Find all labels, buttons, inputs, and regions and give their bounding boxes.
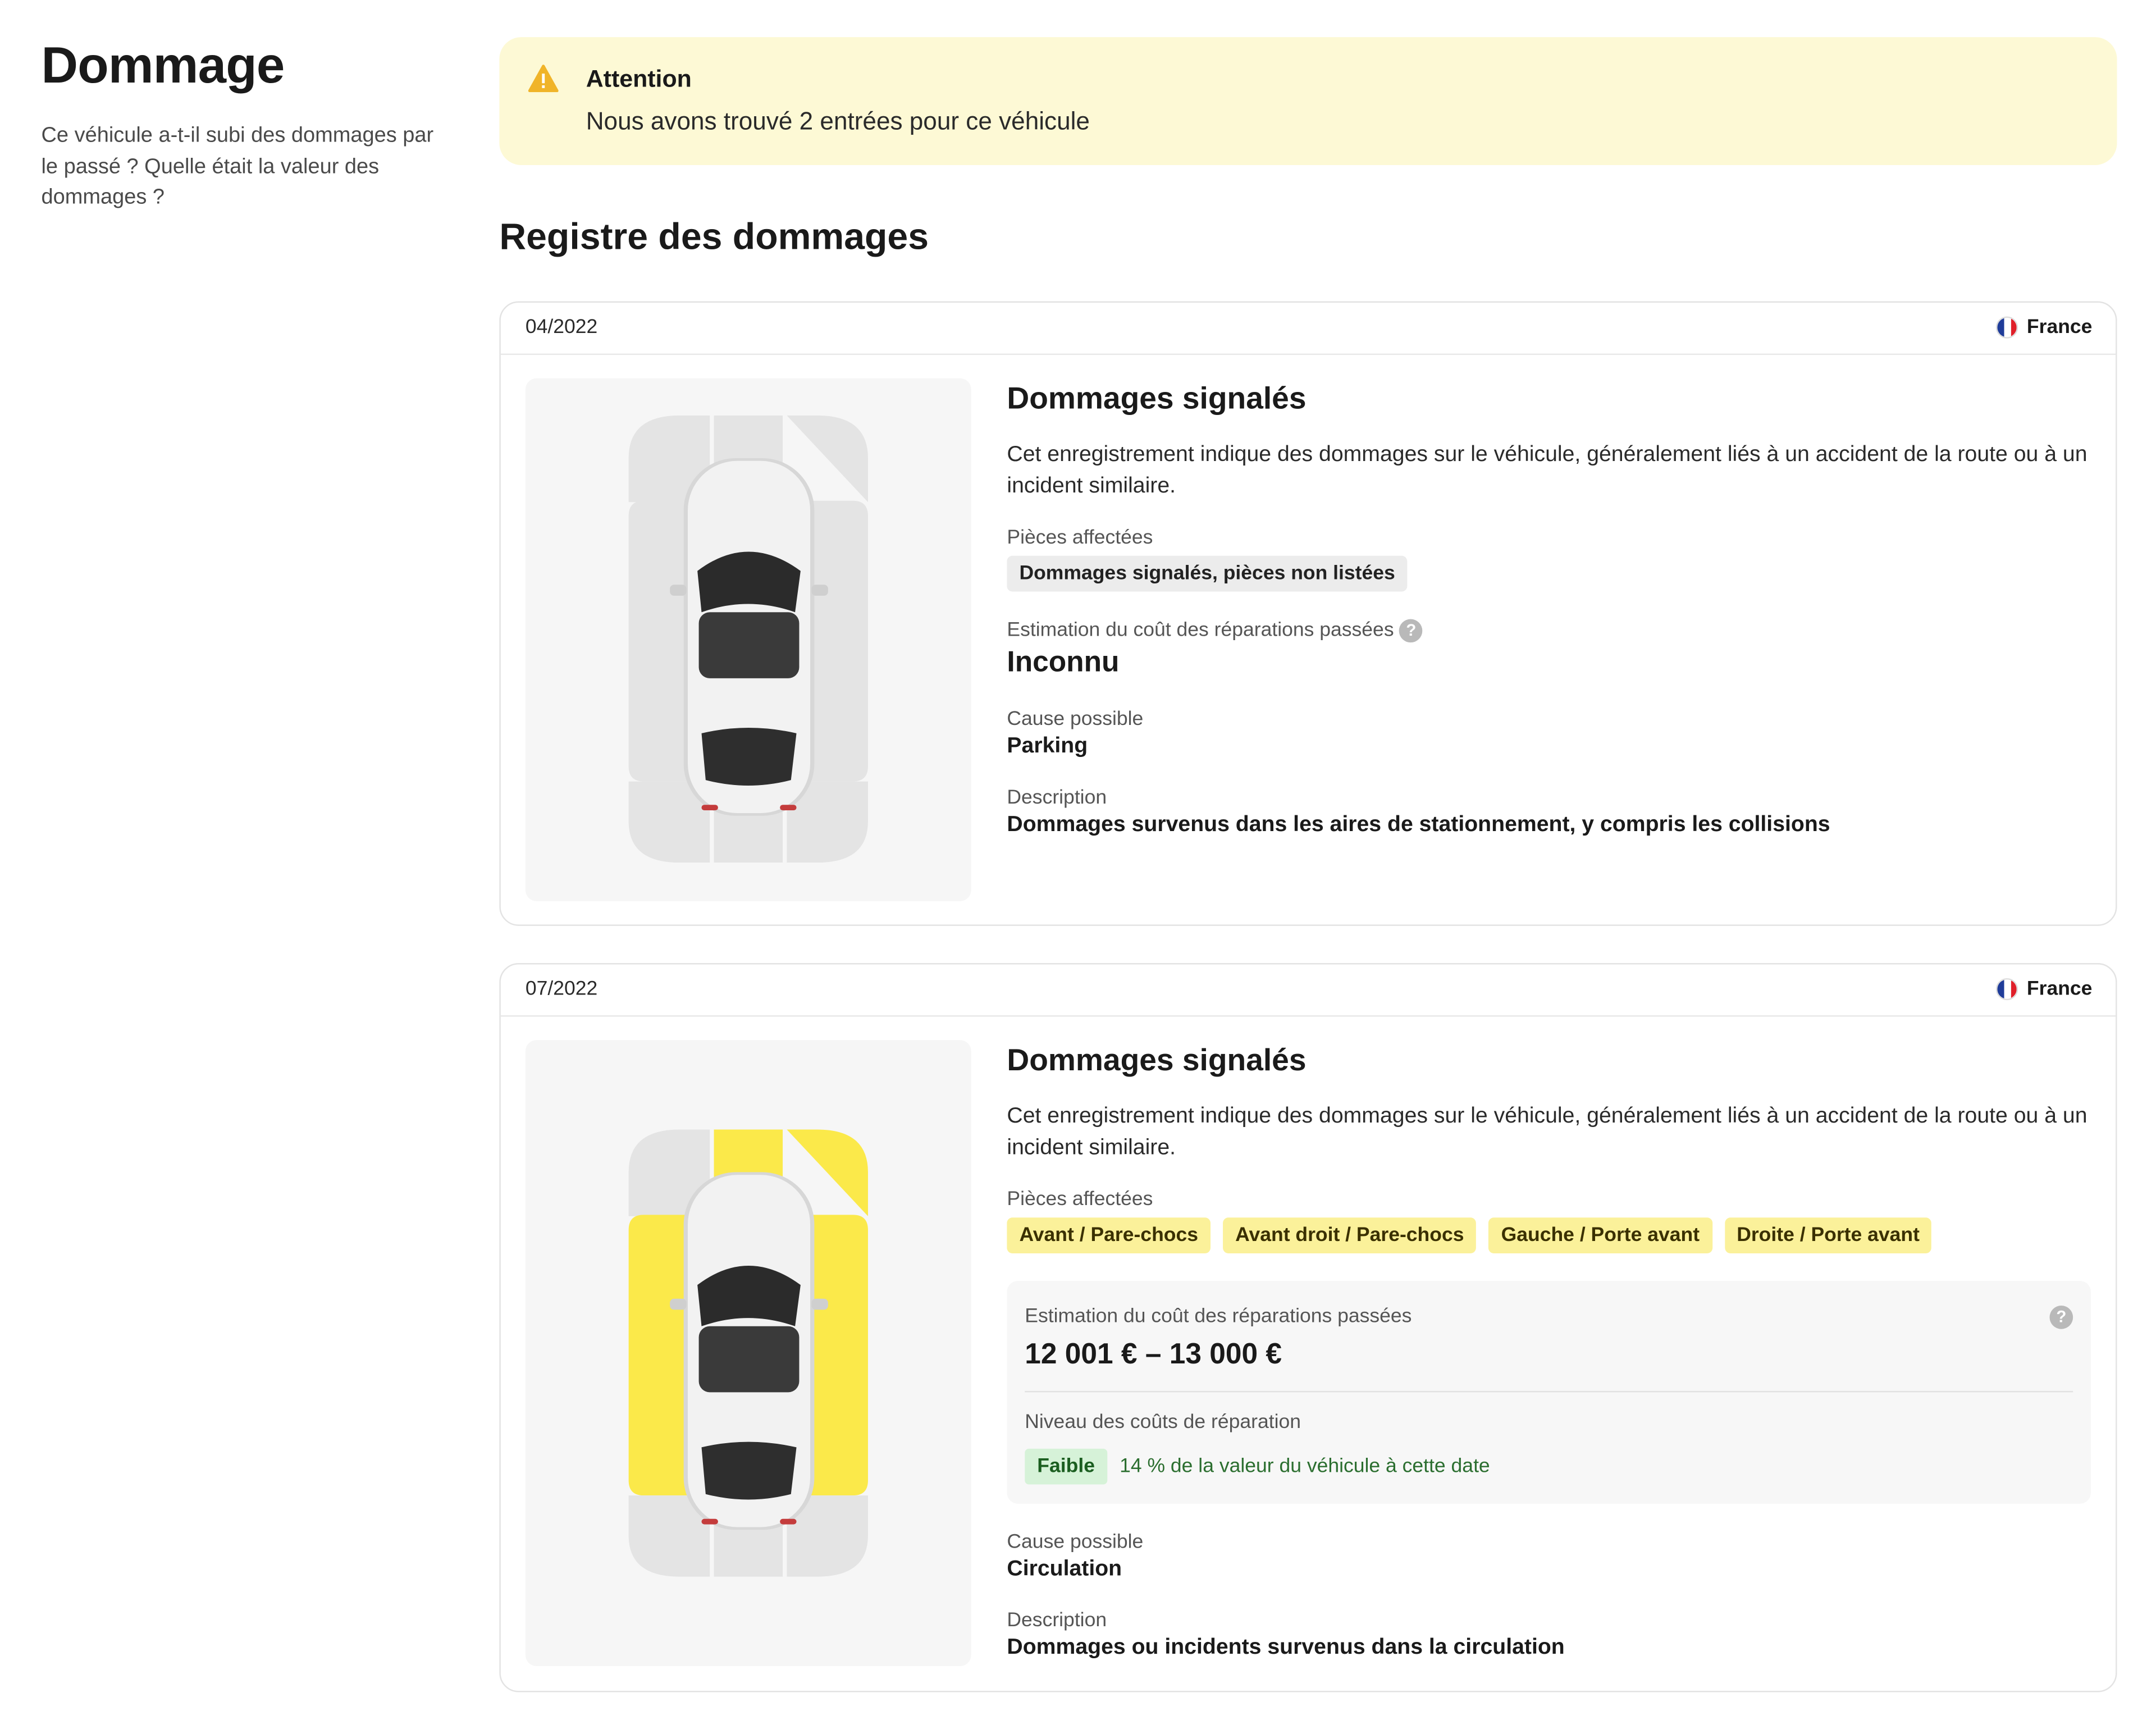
section-title: Registre des dommages (499, 216, 929, 258)
description-label: Description (1007, 787, 1107, 809)
card-header (501, 964, 2116, 1016)
record-date: 04/2022 (525, 316, 598, 339)
help-icon[interactable]: ? (1399, 619, 1423, 643)
record-country (1997, 978, 2092, 1000)
level-row (1025, 1449, 1490, 1485)
country-label: France (2026, 316, 2093, 339)
cost-box-wrapper (1007, 1281, 2094, 1504)
record-date: 07/2022 (525, 978, 598, 1001)
part-chip: Avant / Pare-chocs (1007, 1217, 1211, 1253)
cost-value: 12 001 € – 13 000 € (1025, 1338, 1282, 1371)
record-text: Cet enregistrement indique des dommages sur le véhicule, généralement liés à un accident de la route ou à un incident similaire. (1007, 1105, 2088, 1160)
car-top-view (670, 458, 828, 816)
warning-icon (528, 65, 559, 92)
level-badge: Faible (1025, 1449, 1107, 1485)
cost-label-row (1007, 619, 2094, 643)
car-damage-diagram (526, 1040, 971, 1666)
level-label: Niveau des coûts de réparation (1025, 1411, 1301, 1434)
part-chip: Gauche / Porte avant (1489, 1217, 1712, 1253)
france-flag-icon (1997, 317, 2018, 339)
part-chip: Avant droit / Pare-chocs (1223, 1217, 1476, 1253)
part-chip: Dommages signalés, pièces non listées (1007, 556, 1407, 592)
cost-value: Inconnu (1007, 646, 1120, 678)
alert-message: Nous avons trouvé 2 entrées pour ce véhicule (586, 107, 1090, 135)
description-label: Description (1007, 1609, 1107, 1632)
car-damage-diagram (526, 378, 971, 901)
record-heading: Dommages signalés (1007, 1043, 1307, 1078)
record-details (1007, 381, 2094, 838)
help-icon[interactable]: ? (2050, 1306, 2073, 1329)
level-text: 14 % de la valeur du véhicule à cette date (1120, 1456, 1490, 1478)
parts-chips (1007, 1217, 2094, 1253)
card-header (501, 303, 2116, 355)
description-value: Dommages ou incidents survenus dans la circulation (1007, 1636, 1565, 1659)
cost-label: Estimation du coût des réparations passées (1007, 619, 1394, 642)
parts-chips (1007, 556, 2094, 592)
cause-label: Cause possible (1007, 1531, 1144, 1554)
divider (1025, 1391, 2073, 1392)
record-details (1007, 1043, 2094, 1660)
parts-label: Pièces affectées (1007, 1188, 1153, 1211)
france-flag-icon (1997, 978, 2018, 1000)
car-diagram-svg (526, 1040, 971, 1666)
cost-label: Estimation du coût des réparations passées (1025, 1306, 1412, 1328)
record-text: Cet enregistrement indique des dommages sur le véhicule, généralement liés à un accident de la route ou à un incident similaire. (1007, 442, 2088, 498)
country-label: France (2026, 978, 2093, 1001)
parts-label: Pièces affectées (1007, 527, 1153, 549)
attention-alert (499, 37, 2117, 165)
part-chip: Droite / Porte avant (1724, 1217, 1932, 1253)
car-top-view (670, 1172, 828, 1530)
page-description: Ce véhicule a-t-il subi des dommages par le passé ? Quelle était la valeur des dommages ? (41, 124, 434, 209)
damage-record-card (499, 963, 2117, 1692)
car-diagram-svg (526, 378, 971, 901)
cost-box (1007, 1281, 2091, 1504)
description-value: Dommages survenus dans les aires de stationnement, y compris les collisions (1007, 813, 1830, 837)
main-content (499, 37, 2117, 1659)
record-heading: Dommages signalés (1007, 381, 1307, 416)
cause-value: Circulation (1007, 1557, 1122, 1581)
record-country (1997, 317, 2092, 339)
sidebar-intro (42, 30, 454, 214)
damage-record-card (499, 302, 2117, 926)
page-title: Dommage (41, 37, 285, 94)
cause-value: Parking (1007, 734, 1088, 758)
cause-label: Cause possible (1007, 708, 1144, 731)
alert-title: Attention (586, 65, 692, 93)
